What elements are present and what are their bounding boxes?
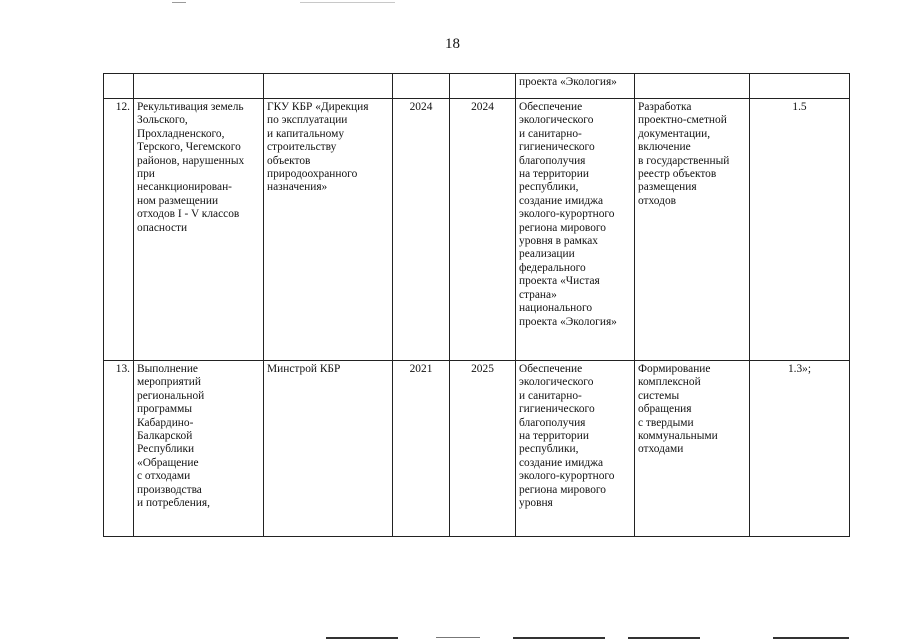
- cropped-border-4: [628, 637, 700, 639]
- row-number-cell: [104, 74, 134, 99]
- program-activities-table: [103, 73, 850, 537]
- end-year-cell: [450, 74, 516, 99]
- activity-name-cell: [134, 74, 264, 99]
- row-number-cell: 13.: [104, 361, 134, 537]
- goal-cell: Обеспечение экологического и санитарно- гигиенического благополучия на территории республики, создание имиджа эколого-курортного региона мирового уровня в рамках реализации федерального проекта «Чистая страна» национального проекта «Экология»: [516, 99, 635, 361]
- cropped-border-3: [513, 637, 605, 639]
- table-row: [104, 74, 850, 99]
- page-number: 18: [445, 36, 460, 52]
- activity-name-cell: Выполнение мероприятий региональной программы Кабардино- Балкарской Республики «Обращение с отходами производства и потребления,: [134, 361, 264, 537]
- cropped-border-5: [773, 637, 849, 639]
- indicator-cell: 1.3»;: [750, 361, 850, 537]
- indicator-cell: [750, 74, 850, 99]
- result-cell: Формирование комплексной системы обращения с твердыми коммунальными отходами: [635, 361, 750, 537]
- goal-cell: проекта «Экология»: [516, 74, 635, 99]
- start-year-cell: [393, 74, 450, 99]
- executor-cell: Минстрой КБР: [264, 361, 393, 537]
- result-cell: [635, 74, 750, 99]
- executor-cell: [264, 74, 393, 99]
- row-number-cell: 12.: [104, 99, 134, 361]
- indicator-cell: 1.5: [750, 99, 850, 361]
- end-year-cell: 2024: [450, 99, 516, 361]
- scan-artifact-top-2: [300, 2, 395, 3]
- table-row: [104, 99, 850, 361]
- goal-cell: Обеспечение экологического и санитарно- гигиенического благополучия на территории республики, создание имиджа эколого-курортного региона мирового уровня: [516, 361, 635, 537]
- executor-cell: ГКУ КБР «Дирекция по эксплуатации и капитальному строительству объектов природоохранного назначения»: [264, 99, 393, 361]
- activity-name-cell: Рекультивация земель Зольского, Прохладненского, Терского, Чегемского районов, нарушенных при несанкционирован- ном размещении отходов I - V классов опасности: [134, 99, 264, 361]
- scan-artifact-top-1: [172, 2, 186, 3]
- table-row: [104, 361, 850, 537]
- cropped-border-1: [326, 637, 398, 639]
- start-year-cell: 2021: [393, 361, 450, 537]
- result-cell: Разработка проектно-сметной документации, включение в государственный реестр объектов размещения отходов: [635, 99, 750, 361]
- start-year-cell: 2024: [393, 99, 450, 361]
- cropped-border-2: [436, 637, 480, 638]
- end-year-cell: 2025: [450, 361, 516, 537]
